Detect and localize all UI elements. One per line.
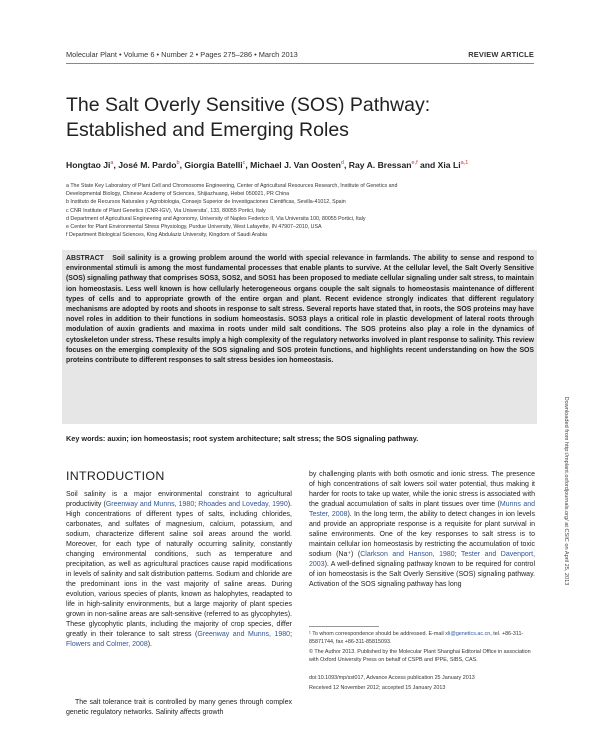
affiliation: b Instituto de Recursos Naturales y Agrobiologia, Consejo Superior de Investigaciones Cientificas, Sevilla-41012, Spain [66,199,346,206]
author-list [66,160,536,170]
author [118,160,184,170]
author [250,160,349,170]
affiliation: e Center for Plant Environmental Stress Physiology, Purdue University, West Lafayette, IN 47907–2010, USA [66,224,322,231]
download-note: Downloaded from http://mplant.oxfordjournals.org/ at CSIC on April 25, 2013 [563,396,569,586]
author-separator: , [343,160,349,170]
header-divider [66,63,534,64]
author-name: José M. Pardo [118,160,177,170]
author-affil-mark: d [340,160,344,167]
intro-paragraph-1 [66,490,292,650]
text-run: by challenging plants with both osmotic and ionic stress. The presence of high concentrations of salt lowers soil water potential, thus making it harder for roots to take up water, while the ionic stress is associated with the gradual accumulation of salts in plant tissues over time ( [309,471,535,508]
intro-column-2 [309,470,535,590]
affiliation: c CNR Institute of Plant Genetics (CNR-IGV), Via Universita', 133, 80055 Portici, Italy [66,207,266,214]
author [438,160,469,170]
text-run: Soil salinity is a major environmental constraint to agricultural productivity ( [66,491,292,508]
article-type: REVIEW ARTICLE [468,50,534,59]
citation-link[interactable]: Clarkson and Hanson, 1980 [360,551,455,558]
author-name: Ray A. Bressan [348,160,412,170]
keywords: Key words: auxin; ion homeostasis; root system architecture; salt stress; the SOS signaling pathway. [66,434,419,443]
article-title [66,93,536,143]
affiliation: f Department Biological Sciences, King Abdulaziz University, Kingdom of Saudi Arabia [66,232,267,239]
citation-link[interactable]: Flowers and Colmer, 2008 [66,641,148,648]
correspondence-footnote [309,630,535,646]
text-run: ). A well-defined signaling pathway known to be required for control of ion homeostasis is the Salt Overly Sensitive (SOS) signaling pathway. Activation of the SOS signaling pathway has long [309,561,535,588]
text-run: ). High concentrations of different types of salts, including chlorides, carbonates, and sulfates of magnesium, calcium, potassium, and sodium, characterize different saline soil areas around the world. Moreover, for each type of naturally occurring salinity, constantly changing environmental conditions, such as temperature and precipitation, as well as agricultural practices cause rapid modifications in levels of salinity and salt distribution patterns. Sodium and chloride are the predominant ions in the vast majority of saline areas. During evolution, various species of plants, known as halophytes, readapted to life in high-salinity environments, but a large majority of plant species grown in non-saline areas are salt-sensitive (referred to as glycophytes). These glycophytic plants, including the majority of crop species, differ greatly in their tolerance to salt stress ( [66,501,292,638]
abstract-text: Soil salinity is a growing problem around the world with special relevance in farmlands. The ability to sense and respond to environmental stimuli is among the most fundamental processes that enable plants to survive. At the cellular level, the Salt Overly Sensitive (SOS) signaling pathway that comprises SOS3, SOS2, and SOS1 has been proposed to mediate cellular signaling under salt stress, to maintain ion homeostasis. Less well known is how cellularly heterogeneous organs couple the salt signals to homeostasis maintenance of different types of cells and to appropriate growth of the entire organ and plant. Recent evidence strongly indicates that different regulatory mechanisms are adopted by roots and shoots in response to salt stress. Several reports have stated that, in roots, the SOS proteins may have novel roles in addition to their functions in sodium homeostasis. SOS3 plays a critical role in plastic development of lateral roots through modulation of auxin gradients and maxima in roots under mild salt conditions. The SOS proteins also play a role in the dynamics of cytoskeleton under stress. These results imply a high complexity of the regulatory networks involved in plant response to salinity. This review focuses on the emerging complexity of the SOS signaling and SOS protein functions, and highlights recent understanding on how the SOS proteins contribute to different responses to salt stress besides ion homeostasis. [66,255,534,365]
copyright-footnote: © The Author 2013. Published by the Molecular Plant Shanghai Editorial Office in association with Oxford University Press on behalf of CSPB and IPPE, SIBS, CAS. [309,649,531,663]
text-run: ¹ To whom correspondence should be addressed. E-mail [309,631,446,637]
affiliation: d Department of Agricultural Engineering and Agronomy, University of Naples Federico II, Via Universita 100, 80055 Portici, Italy [66,215,366,222]
author-affil-mark: e,f [411,160,418,167]
author-affil-mark: c [242,160,246,167]
author-name: Hongtao Ji [66,160,111,170]
affiliation-list [66,182,536,239]
text-run: , tel. +86-311-85871744, fax +86-311-85815093. [309,631,524,645]
author-name: Michael J. Van Oosten [250,160,341,170]
author-affil-mark: b [176,160,180,167]
received-footnote: Received 12 November 2012; accepted 15 January 2013 [309,685,446,691]
abstract-label: ABSTRACT [66,255,104,262]
author-separator: , [245,160,251,170]
text-run: ). [147,641,152,648]
citation-link[interactable]: Munns and Tester, 2008 [309,501,536,518]
abstract [66,254,534,366]
affiliation: Developmental Biology, Chinese Academy of Sciences, Shijiazhuang, Hebei 050021, PR China [66,191,290,198]
text-run: ; [290,631,293,638]
author [66,160,118,170]
author [184,160,250,170]
footnote-divider [309,626,379,627]
author-affil-mark: a [110,160,114,167]
section-heading-introduction: INTRODUCTION [66,469,165,483]
author [349,160,438,170]
text-run: ; [194,501,199,508]
journal-info: Molecular Plant • Volume 6 • Number 2 • Pages 275–286 • March 2013 [66,50,298,59]
text-run: ). In the long term, the ability to detect changes in ion levels and provide an appropriate response is a requisite for plant survival in saline environments. One of the key responses to salt stress is to maintain cellular ion homeostasis by restricting the accumulation of toxic sodium (Na⁺) ( [309,511,535,558]
citation-link[interactable]: Greenway and Munns, 1980 [105,501,195,508]
citation-link[interactable]: Tester and Davenport, 2003 [309,551,536,568]
author-name: Giorgia Batelli [184,160,243,170]
download-sidebar [560,260,572,730]
citation-link[interactable]: Rhoades and Loveday, 1990 [198,501,288,508]
doi-footnote: doi:10.1093/mp/sst017, Advance Access publication 25 January 2013 [309,675,475,681]
author-separator: , [179,160,185,170]
author-name: Xia Li [437,160,461,170]
affiliation: a The State Key Laboratory of Plant Cell and Chromosome Engineering, Center of Agricultural Resources Research, Institute of Genetics and [66,183,398,189]
author-separator: and [417,160,438,170]
email-link[interactable]: xli@genetics.ac.cn [445,631,491,637]
author-separator: , [113,160,119,170]
author-affil-mark: a,1 [460,160,469,167]
text-run: ; [454,551,462,558]
citation-link[interactable]: Greenway and Munns, 1980 [197,631,291,638]
intro-paragraph-2: The salt tolerance trait is controlled by many genes through complex genetic regulatory networks. Salinity affects growth [66,699,292,716]
title-line-1: The Salt Overly Sensitive (SOS) Pathway: [66,94,431,116]
title-line-2: Established and Emerging Roles [66,119,349,141]
